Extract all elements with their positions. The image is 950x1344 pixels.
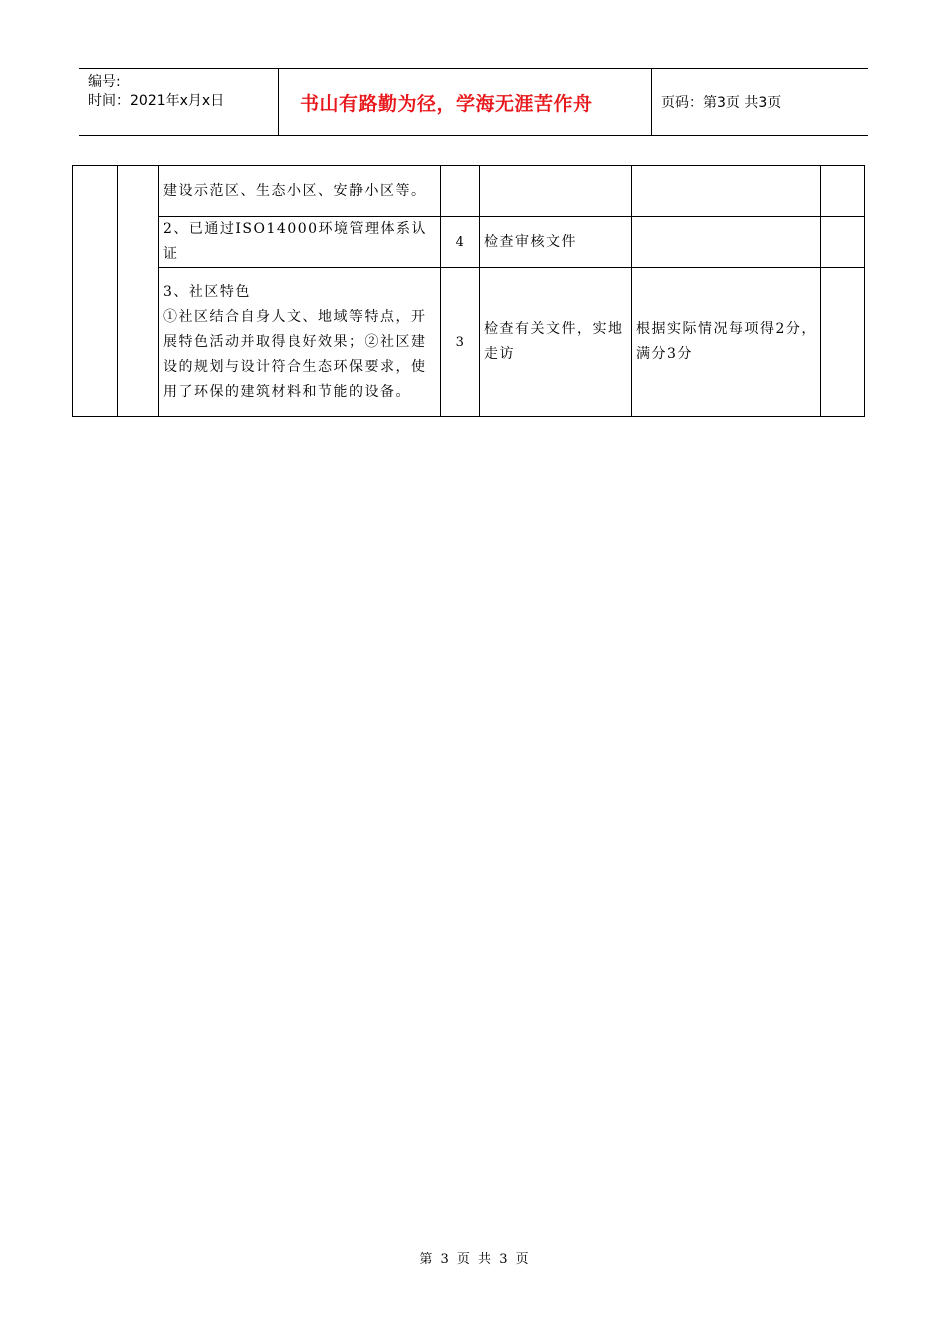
criteria-cell: 根据实际情况每项得2分，满分3分 <box>632 268 821 417</box>
serial-label: 编号: <box>88 74 121 90</box>
item-cell: 3、社区特色 ①社区结合自身人文、地域等特点，开展特色活动并取得良好效果；②社区建设的规划与设计符合生态环保要求，使用了环保的建筑材料和节能的设备。 <box>159 268 441 417</box>
criteria-cell <box>632 166 821 217</box>
criteria-cell <box>632 217 821 268</box>
header-page-code: 页码：第3页 共3页 <box>661 95 782 111</box>
method-cell: 检查有关文件，实地走访 <box>480 268 632 417</box>
header-motto: 书山有路勤为径，学海无涯苦作舟 <box>279 69 652 135</box>
score-cell <box>441 166 480 217</box>
remark-cell <box>821 268 865 417</box>
table-row <box>73 268 865 417</box>
score-cell: 4 <box>441 217 480 268</box>
remark-cell <box>821 217 865 268</box>
item-cell: 建设示范区、生态小区、安静小区等。 <box>159 166 441 217</box>
assessment-table <box>72 165 865 417</box>
method-cell: 检查审核文件 <box>480 217 632 268</box>
page-header <box>79 68 868 136</box>
date-line: 时间：2021年x月x日 <box>88 93 225 109</box>
score-cell: 3 <box>441 268 480 417</box>
page-footer <box>0 1248 950 1267</box>
subcategory-cell <box>118 166 159 417</box>
table-row <box>73 217 865 268</box>
method-cell <box>480 166 632 217</box>
item-cell: 2、已通过ISO14000环境管理体系认证 <box>159 217 441 268</box>
footer-page-number: 第 3 页 共 3 页 <box>419 1252 531 1267</box>
table-row <box>73 166 865 217</box>
category-cell <box>73 166 118 417</box>
remark-cell <box>821 166 865 217</box>
header-meta <box>79 69 279 135</box>
